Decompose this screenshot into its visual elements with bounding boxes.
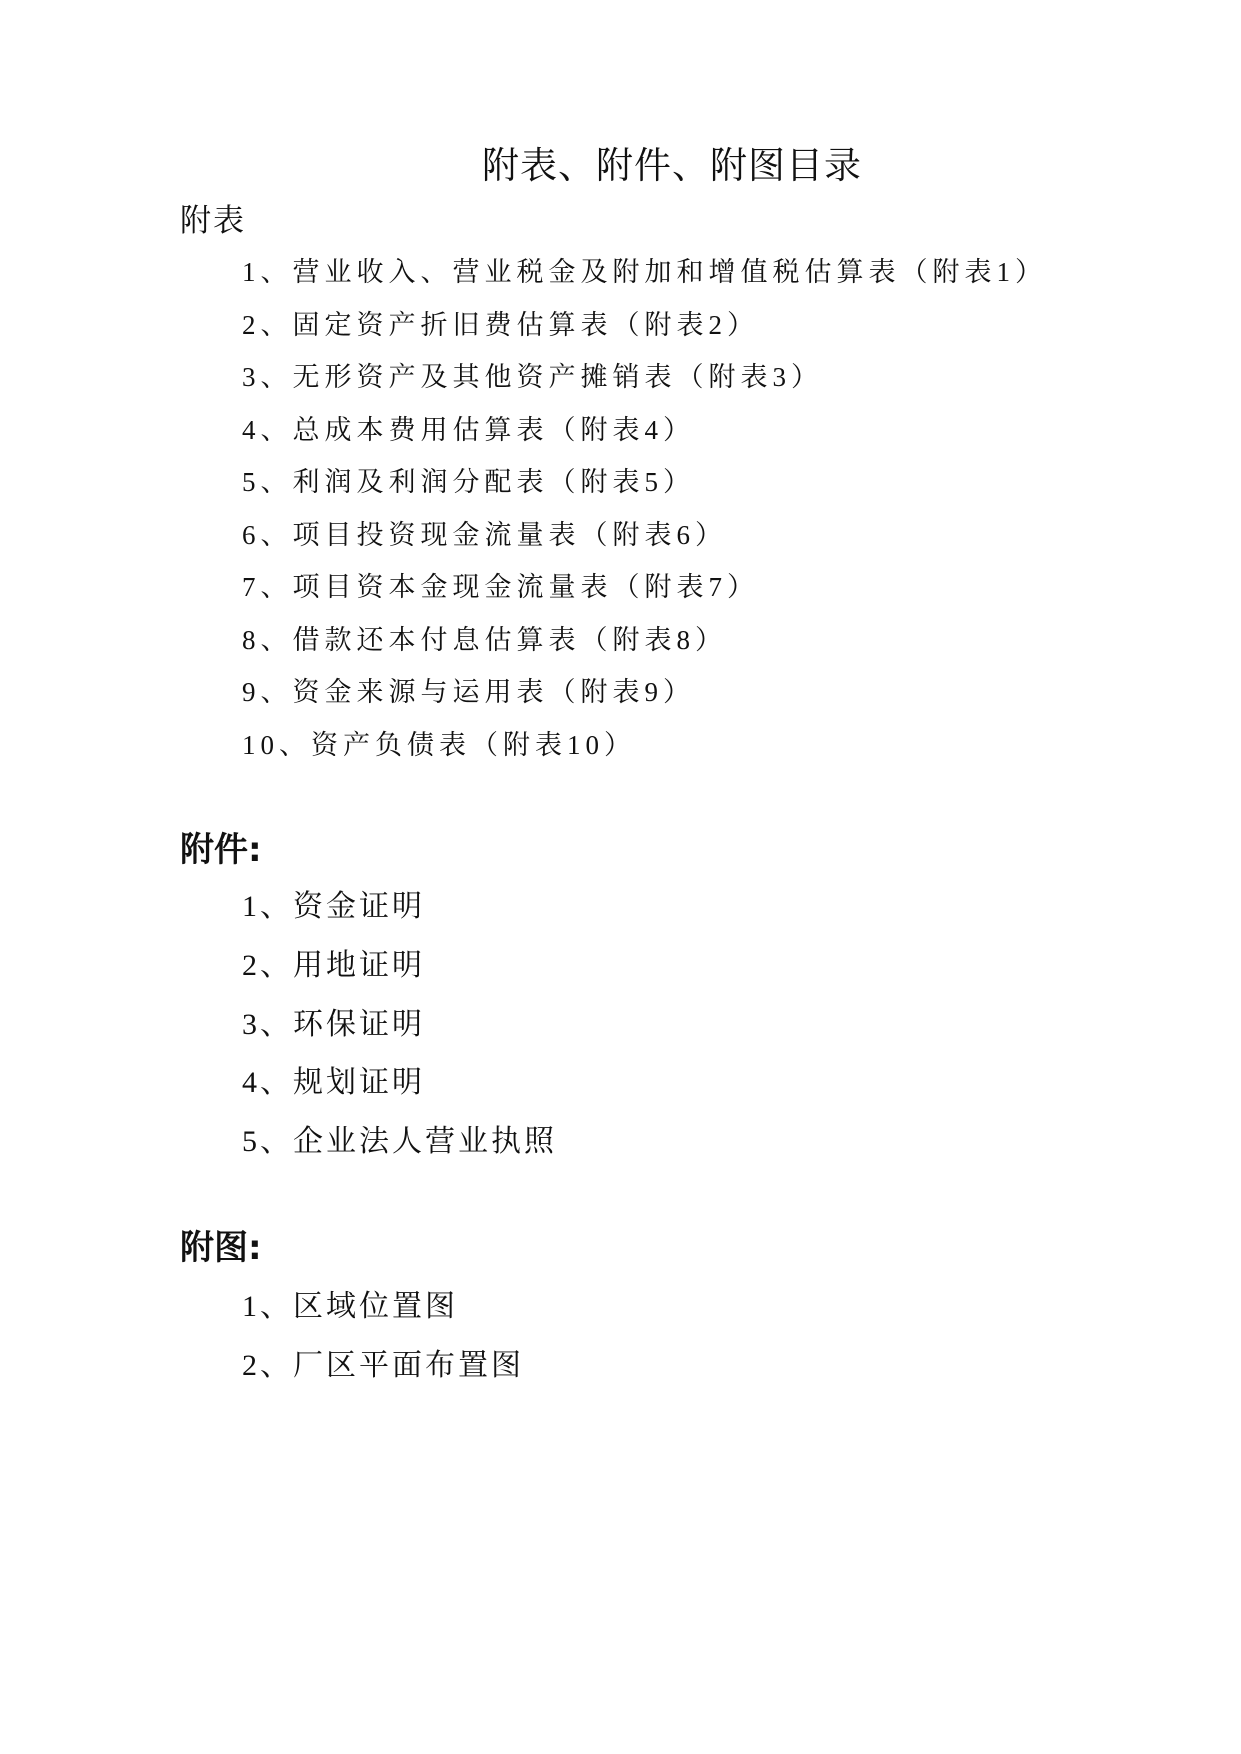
list-item: 1、营业收入、营业税金及附加和增值税估算表（附表1）: [242, 257, 1047, 287]
attachments-list: [242, 891, 557, 1185]
tables-list: [242, 258, 1047, 783]
list-item: 3、无形资产及其他资产摊销表（附表3）: [242, 362, 823, 392]
figures-list: [242, 1291, 524, 1409]
list-item: 2、固定资产折旧费估算表（附表2）: [242, 309, 759, 340]
list-item: 2、用地证明: [242, 948, 425, 982]
list-item: 2、厂区平面布置图: [242, 1348, 524, 1382]
list-item: 4、总成本费用估算表（附表4）: [242, 414, 695, 445]
list-item: 9、资金来源与运用表（附表9）: [242, 677, 695, 707]
list-item: 1、资金证明: [242, 890, 425, 923]
list-item: 5、利润及利润分配表（附表5）: [242, 467, 695, 497]
list-item: 4、规划证明: [242, 1066, 425, 1100]
list-item: 3、环保证明: [242, 1007, 425, 1041]
section-heading-attachments: 附件:: [180, 830, 262, 870]
list-item: 10、资产负债表（附表10）: [242, 729, 636, 760]
page-title: 附表、附件、附图目录: [482, 146, 862, 187]
list-item: 5、企业法人营业执照: [242, 1125, 557, 1159]
list-item: 7、项目资本金现金流量表（附表7）: [242, 572, 759, 602]
list-item: 1、区域位置图: [242, 1290, 458, 1323]
list-item: 8、借款还本付息估算表（附表8）: [242, 624, 727, 655]
section-heading-tables: 附表: [180, 203, 246, 238]
list-item: 6、项目投资现金流量表（附表6）: [242, 519, 727, 550]
section-heading-figures: 附图:: [180, 1228, 262, 1268]
